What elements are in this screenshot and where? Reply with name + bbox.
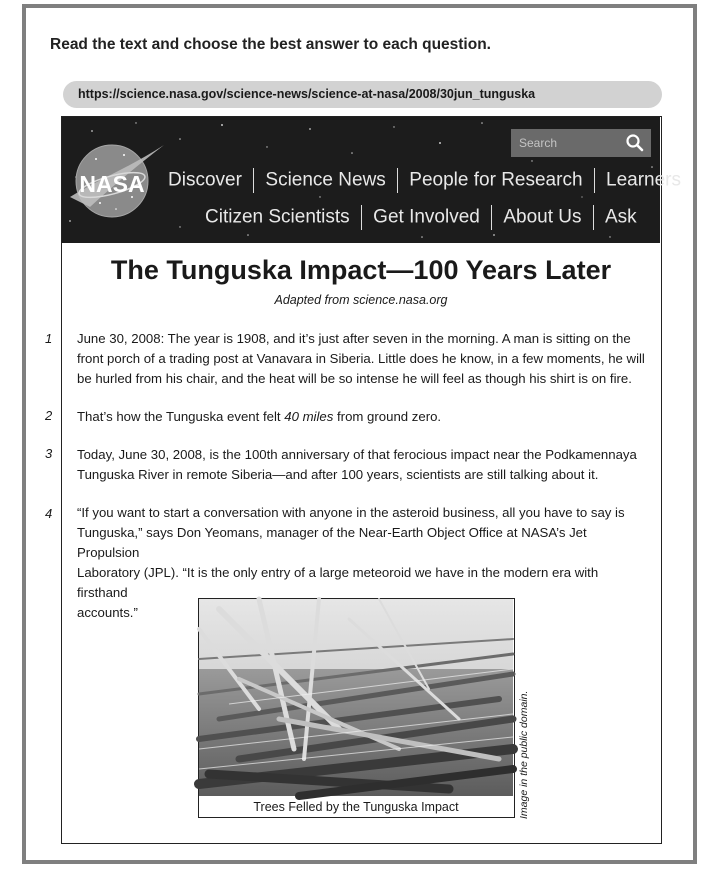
felled-trees-photo — [199, 599, 513, 796]
nav-row-secondary — [205, 205, 637, 230]
paragraph-1 — [77, 329, 652, 389]
search-box[interactable] — [511, 129, 651, 157]
nav-separator — [594, 168, 596, 193]
article-source: Adapted from science.nasa.org — [274, 293, 448, 307]
paragraph-line: accounts.” — [77, 605, 138, 620]
paragraph-line: Tunguska,” says Don Yeomans, manager of the Near-Earth Object Office at NASA’s Jet Propulsion — [77, 525, 587, 560]
paragraph-line: June 30, 2008: The year is 1908, and it’s just after seven in the morning. A man is sitting on the — [77, 331, 631, 346]
nav-separator — [397, 168, 399, 193]
paragraph-line: Laboratory (JPL). “It is the only entry of a large meteoroid we have in the modern era with firsthand — [77, 565, 599, 600]
nav-row-primary — [168, 168, 681, 193]
instructions: Read the text and choose the best answer to each question. — [50, 36, 491, 53]
paragraph-number: 4 — [45, 506, 53, 521]
nav-citizen-scientists[interactable]: Citizen Scientists — [205, 206, 350, 228]
search-placeholder: Search — [519, 136, 558, 150]
paragraph-number: 2 — [45, 408, 53, 423]
nav-learners[interactable]: Learners — [606, 169, 682, 191]
nav-about-us[interactable]: About Us — [503, 206, 582, 228]
paragraph-3 — [77, 445, 652, 485]
image-credit-text: Image in the public domain. — [518, 690, 530, 819]
paragraph-line: Today, June 30, 2008, is the 100th anniversary of that ferocious impact near the Podkamennaya — [77, 447, 637, 462]
nav-separator — [593, 205, 595, 230]
nav-ask[interactable]: Ask — [605, 206, 637, 228]
search-icon[interactable] — [625, 133, 645, 153]
paragraph-text: from ground zero. — [333, 409, 442, 424]
nav-discover[interactable]: Discover — [168, 169, 242, 191]
nasa-logo[interactable] — [66, 135, 166, 235]
nav-separator — [491, 205, 493, 230]
image-credit — [514, 690, 534, 819]
paragraph-number: 3 — [45, 446, 53, 461]
paragraph-line: be hurled from his chair, and the heat will be so intense he will feel as though his shirt is on fire. — [77, 371, 632, 386]
photo-figure — [198, 598, 515, 818]
nav-separator — [361, 205, 363, 230]
nav-science-news[interactable]: Science News — [265, 169, 386, 191]
paragraph-number: 1 — [45, 331, 53, 346]
site-header — [62, 117, 682, 243]
nav-people-for-research[interactable]: People for Research — [409, 169, 583, 191]
article-title: The Tunguska Impact—100 Years Later — [110, 255, 612, 285]
paragraph-text: That’s how the Tunguska event felt — [77, 409, 285, 424]
nasa-logo-text: NASA — [79, 171, 145, 197]
paragraph-line: front porch of a trading post at Vanavara in Siberia. Little does he know, in a few moments, he will — [77, 351, 645, 366]
paragraph-line: Tunguska River in remote Siberia—and after 100 years, scientists are still talking about it. — [77, 467, 599, 482]
paragraph-2 — [77, 407, 652, 427]
paragraph-emphasis: 40 miles — [284, 409, 334, 424]
photo-caption: Trees Felled by the Tunguska Impact — [253, 800, 459, 814]
paragraph-line: “If you want to start a conversation with anyone in the asteroid business, all you have to say is — [77, 505, 625, 520]
nav-get-involved[interactable]: Get Involved — [373, 206, 480, 228]
url-bar[interactable]: https://science.nasa.gov/science-news/science-at-nasa/2008/30jun_tunguska — [63, 81, 662, 108]
nav-separator — [253, 168, 255, 193]
